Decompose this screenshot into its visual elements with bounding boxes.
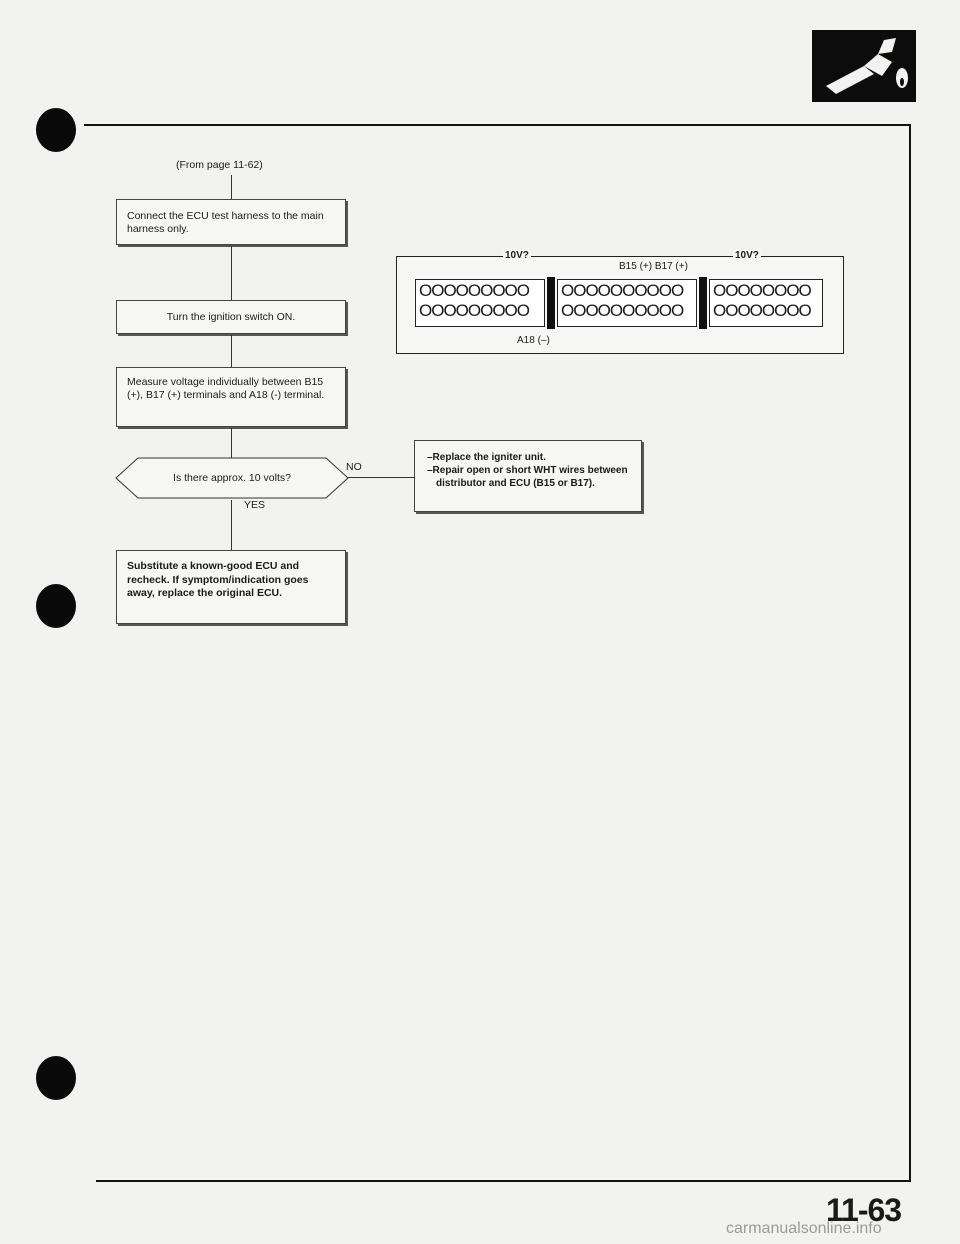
step-substitute-ecu [116,550,346,624]
terminal-a-label: A18 (–) [517,335,550,346]
step-measure-voltage-text: Measure voltage individually between B15 (+), B17 (+) terminals and A18 (-) terminal. [127,376,325,401]
flow-connector [231,500,232,550]
connector-divider [547,277,555,329]
frame-bottom-rule [96,1180,911,1182]
flow-connector [231,428,232,458]
binder-hole-icon [36,584,76,628]
step-substitute-ecu-text: Substitute a known-good ECU and recheck. If symptom/indication goes away, replace the original ECU. [127,560,309,599]
voltage-label-left: 10V? [505,250,529,261]
watermark: carmanualsonline.info [726,1220,882,1237]
from-page-label: (From page 11-62) [176,159,263,171]
no-label: NO [346,461,362,473]
connector-block-b: OOOOOOOOOO OOOOOOOOOO [557,279,697,327]
step-measure-voltage [116,367,346,427]
terminal-b-label: B15 (+) B17 (+) [619,261,688,272]
binder-hole-icon [36,1056,76,1100]
voltage-label-right: 10V? [735,250,759,261]
no-action-replace-igniter: –Replace the igniter unit. [427,452,546,463]
no-branch-line [348,477,416,478]
decision-question: Is there approx. 10 volts? [173,472,291,484]
page-number: 11-63 [826,1192,902,1228]
step-connect-harness [116,199,346,245]
yes-label: YES [244,499,266,511]
no-action-repair-wires: –Repair open or short WHT wires between distributor and ECU (B15 or B17). [427,465,628,489]
flow-connector [231,246,232,300]
connector-divider [699,277,707,329]
connector-block-c: OOOOOOOO OOOOOOOO [709,279,823,327]
no-actions-box [414,440,642,512]
binder-hole-icon [36,108,76,152]
connector-diagram [396,250,844,354]
frame-top-rule [84,124,910,126]
flow-connector [231,335,232,367]
frame-right-rule [909,124,911,1180]
step-ignition-on-text: Turn the ignition switch ON. [166,311,296,323]
step-connect-harness-text: Connect the ECU test harness to the main harness only. [127,210,324,235]
fuel-section-icon [812,30,916,102]
connector-block-a: OOOOOOOOO OOOOOOOOO [415,279,545,327]
flow-connector [231,175,232,199]
step-ignition-on [116,300,346,334]
